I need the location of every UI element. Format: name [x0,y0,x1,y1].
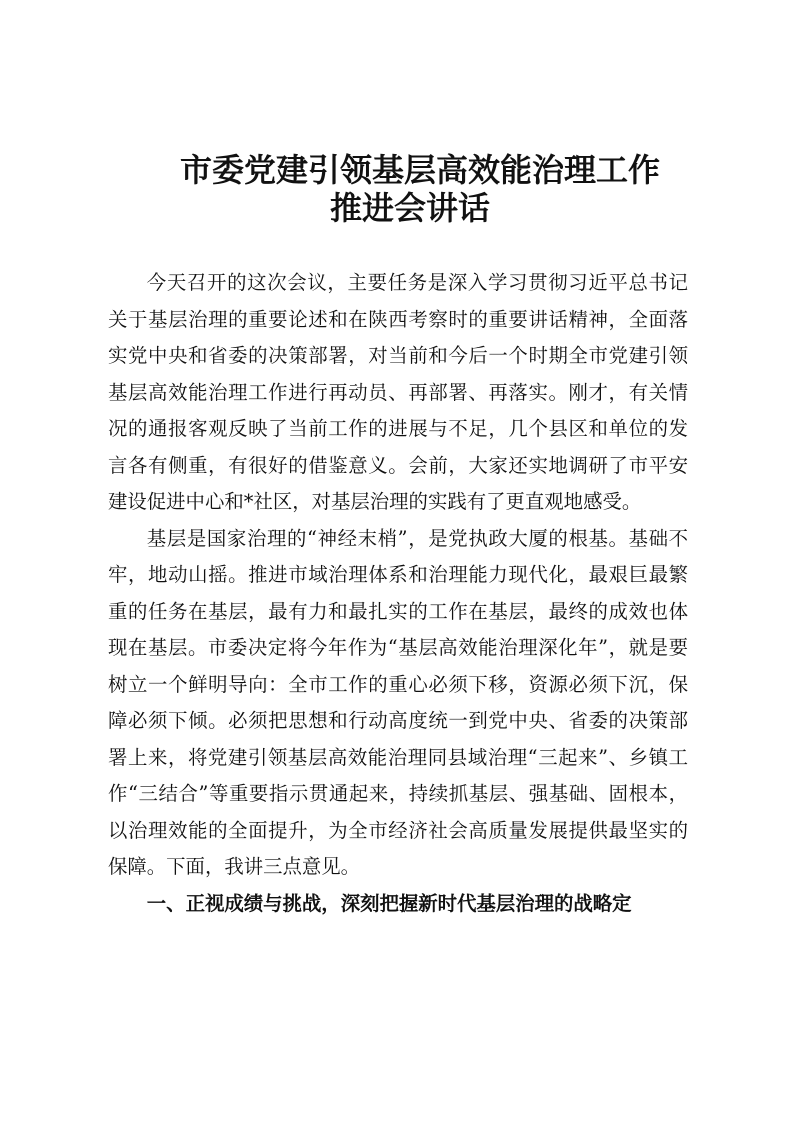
section-heading: 一、正视成绩与挑战，深刻把握新时代基层治理的战略定 [146,891,632,915]
body-paragraph: 今天召开的这次会议，主要任务是深入学习贯彻习近平总书记关于基层治理的重要论述和在陕西考察时的重要讲话精神，全面落实党中央和省委的决策部署，对当前和今后一个时期全市党建引领基层高效能治理工作进行再动员、再部署、再落实。刚才，有关情况的通报客观反映了当前工作的进展与不足，几个县区和单位的发言各有侧重，有很好的借鉴意义。会前，大家还实地调研了市平安建设促进中心和*社区，对基层治理的实践有了更直观地感受。 [108,271,688,513]
document-title-line1: 市委党建引领基层高效能治理工作 [179,151,660,189]
body-paragraph: 基层是国家治理的“神经末梢”，是党执政大厦的根基。基础不牢，地动山摇。推进市域治理体系和治理能力现代化，最艰巨最繁重的任务在基层，最有力和最扎实的工作在基层，最终的成效也体现在基层。市委决定将今年作为“基层高效能治理深化年”，就是要树立一个鲜明导向：全市工作的重心必须下移，资源必须下沉，保障必须下倾。必须把思想和行动高度统一到党中央、省委的决策部署上来，将党建引领基层高效能治理同县域治理“三起来”、乡镇工作“三结合”等重要指示贯通起来，持续抓基层、强基础、固根本，以治理效能的全面提升，为全市经济社会高质量发展提供最坚实的保障。下面，我讲三点意见。 [108,526,688,878]
document-title-line2: 推进会讲话 [329,189,490,227]
document-body [108,265,688,922]
